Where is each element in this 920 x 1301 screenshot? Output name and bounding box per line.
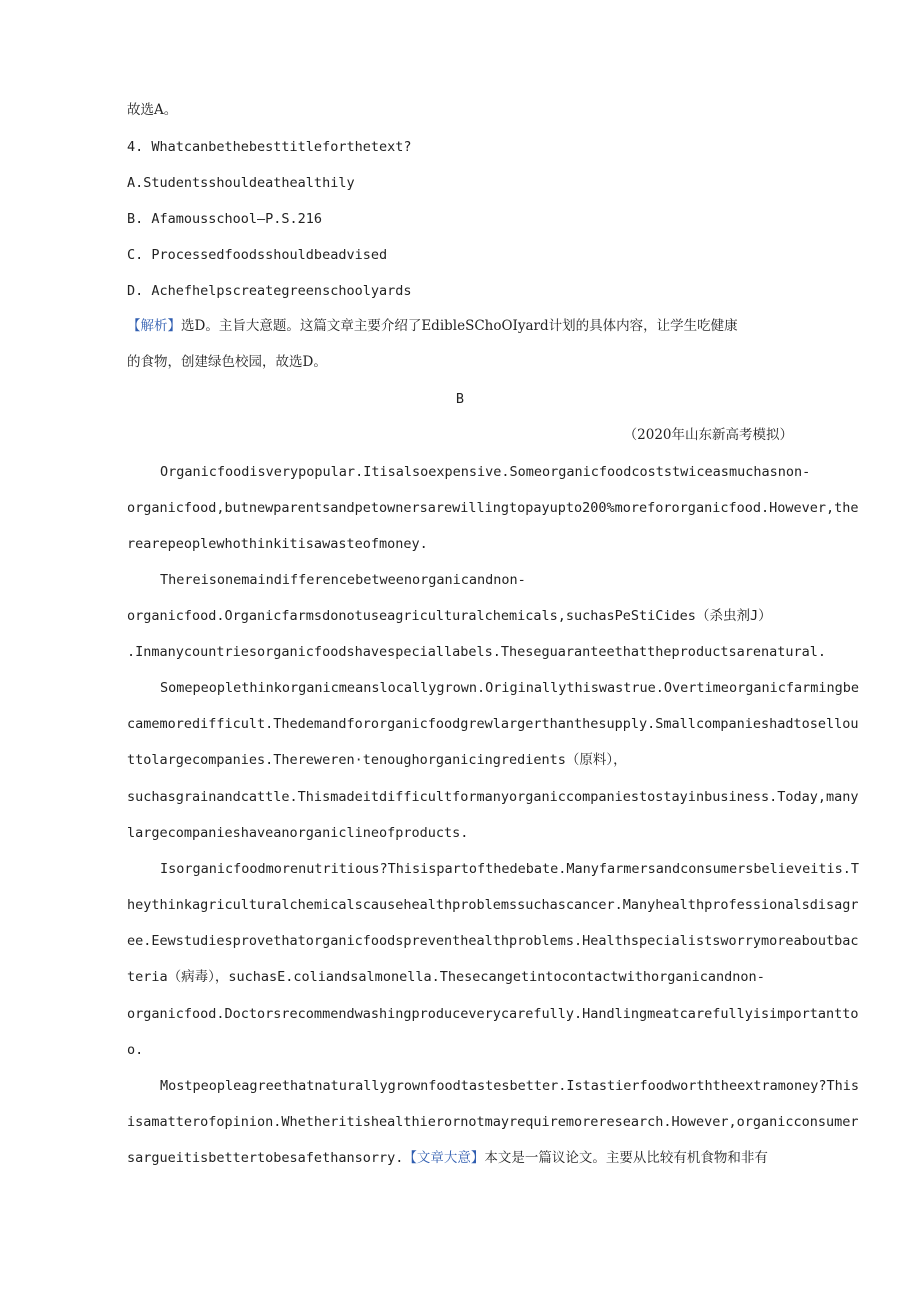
passage-line: organicfood,butnewparentsandpetownersarewillingtopayupto200%morefororganicfood.However,the: [127, 500, 859, 516]
summary-label: 【文章大意】: [403, 1150, 485, 1166]
analysis-text: 选D。主旨大意题。这篇文章主要介绍了EdibleSChoOIyard计划的具体内容，让学生吃健康: [181, 318, 738, 334]
option-d: D. Achefhelpscreategreenschoolyards: [127, 283, 412, 299]
passage-line: isamatterofopinion.Whetheritishealthierornotmayrequiremoreresearch.However,organicconsumer: [127, 1114, 859, 1130]
section-source: （2020年山东新高考模拟）: [623, 427, 793, 443]
section-title: B: [455, 391, 465, 407]
passage-line: camemoredifficult.Thedemandfororganicfoodgrewlargerthanthesupply.Smallcompanieshadtosellou: [127, 716, 859, 732]
analysis-line-2: 的食物，创建绿色校园，故选D。: [127, 354, 327, 370]
passage-line: suchasgrainandcattle.Thismadeitdifficultformanyorganiccompaniestostayinbusiness.Today,many: [127, 789, 859, 805]
passage-line: heythinkagriculturalchemicalscausehealthproblemssuchascancer.Manyhealthprofessionalsdisagr: [127, 897, 859, 913]
option-b: B. Afamousschool—P.S.216: [127, 211, 323, 227]
passage-line: Mostpeopleagreethatnaturallygrownfoodtastesbetter.Istastierfoodworththeextramoney?This: [160, 1078, 859, 1094]
passage-line: .Inmanycountriesorganicfoodshavespeciallabels.Theseguaranteethattheproductsarenatural.: [127, 644, 826, 660]
passage-line: rearepeoplewhothinkitisawasteofmoney.: [127, 536, 428, 552]
analysis-line-1: [127, 316, 797, 336]
analysis-label: 【解析】: [127, 318, 181, 334]
passage-line: Organicfoodisverypopular.Itisalsoexpensive.Someorganicfoodcoststwiceasmuchasnon-: [160, 464, 811, 480]
passage-line: teria（病毒），suchasE.coliandsalmonella.Thesecangetintocontactwithorganicandnon-: [127, 969, 765, 985]
passage-text: sargueitisbettertobesafethansorry.: [127, 1150, 404, 1166]
passage-line: ee.Eewstudiesprovethatorganicfoodspreventhealthproblems.Healthspecialistsworrymoreaboutbac: [127, 933, 859, 949]
option-c: C. Processedfoodsshouldbeadvised: [127, 247, 388, 263]
passage-line: Isorganicfoodmorenutritious?Thisispartofthedebate.Manyfarmersandconsumersbelieveitis.T: [160, 861, 859, 877]
passage-line: Thereisonemaindifferencebetweenorganicandnon-: [160, 572, 526, 588]
question-stem: 4. Whatcanbethebesttitleforthetext?: [127, 139, 412, 155]
passage-line: Somepeoplethinkorganicmeanslocallygrown.Originallythiswastrue.Overtimeorganicfarmingbe: [160, 680, 859, 696]
passage-line-with-summary: [127, 1148, 797, 1168]
passage-line: organicfood.Organicfarmsdonotuseagriculturalchemicals,suchasPeStiCides（杀虫剂J）: [127, 608, 772, 624]
previous-answer: 故选A。: [127, 102, 178, 118]
option-a: A.Studentsshouldeathealthily: [127, 175, 355, 191]
passage-line: o.: [127, 1042, 144, 1058]
passage-line: largecompanieshaveanorganiclineofproducts.: [127, 825, 469, 841]
passage-line: ttolargecompanies.Thereweren·tenoughorganicingredients（原料），: [127, 752, 627, 768]
summary-text: 本文是一篇议论文。主要从比较有机食物和非有: [484, 1150, 768, 1166]
passage-line: organicfood.Doctorsrecommendwashingproduceverycarefully.Handlingmeatcarefullyisimportantto: [127, 1006, 859, 1022]
